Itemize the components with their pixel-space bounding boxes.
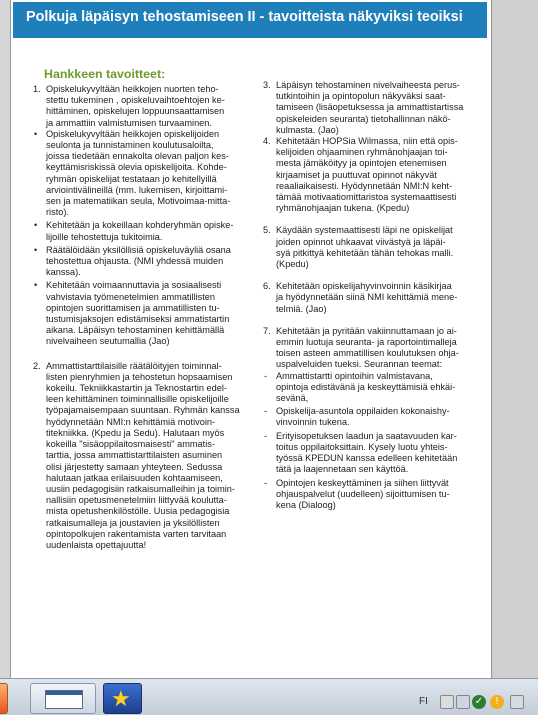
item-gap xyxy=(262,511,484,513)
list-marker: 2. xyxy=(33,360,41,371)
text-line: vahvistavia työmenetelmien ammatillisten xyxy=(46,291,216,302)
text-line: mista opetushenkilöstölle. Uusia pedagogisia xyxy=(46,506,230,517)
item-text xyxy=(46,280,250,347)
text-line: Kehitetään ja kokeillaan kohderyhmän opiske- xyxy=(46,220,234,231)
list-marker: 7. xyxy=(263,325,271,336)
text-line: Ammattistartti opintoihin valmistavana, xyxy=(276,370,433,381)
numbered-item xyxy=(32,84,250,129)
text-line: tustumisjaksojen edistämiseksi ammatistartin xyxy=(46,314,230,325)
text-line: Ammattistarttilaisille räätälöityjen toiminnal- xyxy=(46,360,222,371)
text-line: opintoja edistävänä ja keskeyttämisiä ehkäi- xyxy=(276,381,456,392)
keyboard-icon[interactable] xyxy=(440,695,454,709)
text-line: tätä ja laajennetaan sen käyttöä. xyxy=(276,464,409,475)
text-line: uudenlaista opettajuutta! xyxy=(46,539,147,550)
page-title: Polkuja läpäisyn tehostamiseen II - tavoitteista näkyviksi teoiksi xyxy=(13,2,487,38)
text-line: Kehitetään voimaannuttavia ja sosiaalisesti xyxy=(46,280,222,291)
text-line: risto). xyxy=(46,207,69,218)
text-line: nallisiin opetusmenetelmiin liittyvää koulutta- xyxy=(46,495,227,506)
numbered-item xyxy=(262,80,484,136)
numbered-item xyxy=(262,136,484,214)
right-column xyxy=(262,80,484,513)
text-line: tämää motivaatiomittaristoa systemaattisesti xyxy=(276,192,457,203)
text-line: hyödynnetään NMI:n kehittämiä motivoin- xyxy=(46,416,216,427)
text-line: seulonta ja tunnistaminen koulutusaloilta, xyxy=(46,140,214,151)
text-line: Opiskelukyvyltään heikkojen nuorten teho- xyxy=(46,84,219,94)
text-line: halutaan jatkaa erilaisuuden kohtaamiseen, xyxy=(46,472,223,483)
text-line: emmin luotuja seuranta- ja raportointimalleja xyxy=(276,337,457,348)
item-text xyxy=(46,245,250,279)
text-line: titekniikka. (Kpedu ja Sedu). Halutaan myös xyxy=(46,427,225,438)
item-text xyxy=(276,225,484,270)
list-marker: • xyxy=(34,128,38,139)
numbered-item xyxy=(262,326,484,371)
text-line: tutkintoihin ja opintopolun näkyväksi saat- xyxy=(276,91,446,102)
dash-item xyxy=(262,478,484,512)
text-line: (Kpedu) xyxy=(276,259,309,270)
text-line: uusiin pedagogisiin ratkaisumalleihin ja toimin- xyxy=(46,483,235,494)
left-column xyxy=(32,68,250,551)
desktop-margin-left xyxy=(0,0,10,678)
bullet-item xyxy=(32,245,250,279)
text-line: Kehitetään opiskelijahyvinvoinnin käsikirjaa xyxy=(276,281,452,292)
text-line: reaaliaikaisesti. Hyödynnetään NMI:N keht- xyxy=(276,180,453,191)
item-text xyxy=(276,80,484,136)
dash-item xyxy=(262,431,484,476)
item-text xyxy=(276,371,484,405)
text-line: Kehitetään HOPSia Wilmassa, niin että opis- xyxy=(276,136,458,147)
item-text xyxy=(46,84,250,129)
taskbar xyxy=(0,678,538,715)
bullet-item xyxy=(32,220,250,242)
text-line: hittäminen, opiskelujen loppuunsaattamisen xyxy=(46,106,225,117)
item-text xyxy=(276,478,484,512)
start-button-edge[interactable] xyxy=(0,683,8,714)
text-line: kulmasta. (Jao) xyxy=(276,124,339,135)
text-line: ratkaisumalleja ja joustavien ja yksilöllisten xyxy=(46,517,220,528)
list-marker: • xyxy=(34,280,38,291)
text-line: tarttia, jossa ammattistarttilaisten asuminen xyxy=(46,450,223,461)
text-line: ryhmänohjaajan tukena. (Kpedu) xyxy=(276,203,410,214)
text-line: kena (Dialoog) xyxy=(276,499,336,510)
item-text xyxy=(276,406,484,428)
text-line: toisen asteen ammatillisen koulutuksen ohja- xyxy=(276,348,459,359)
text-line: Räätälöidään yksilöllisiä opiskeluväyliä osana xyxy=(46,244,231,255)
text-line: työssä KPEDUN kanssa edelleen kehitetään xyxy=(276,453,458,464)
item-gap xyxy=(262,214,484,225)
text-line: Käydään systemaattisesti läpi ne opiskelijat xyxy=(276,225,453,236)
text-line: Opintojen keskeyttäminen ja siihen liittyvät xyxy=(276,477,449,488)
item-text xyxy=(46,129,250,219)
text-line: toitus oppilaitoksittain. Kysely luotu yhteis- xyxy=(276,441,448,452)
list-marker: - xyxy=(264,370,268,381)
update-icon[interactable]: ! xyxy=(490,695,504,709)
text-line: opintojen suorittamisen ja ammatillisten tu- xyxy=(46,302,220,313)
language-indicator[interactable]: FI xyxy=(419,696,428,707)
dash-item xyxy=(262,406,484,428)
text-line: listen pienryhmien ja tehostetun hopsaamisen xyxy=(46,371,233,382)
text-line: lijoille tehostettuja tukitoimia. xyxy=(46,231,163,242)
text-line: kokeilu. Tekniikkastartin ja Teknostartin edel- xyxy=(46,383,227,394)
text-line: ja ammattiin valmistumisen turvaaminen. xyxy=(46,117,212,128)
text-line: syä pitkittyä kehitetään tähän tehokas malli. xyxy=(276,247,454,258)
text-line: keyttämisriskissä olevia opiskelijoita. Kohde- xyxy=(46,162,227,173)
text-line: opiskeleiden seuranta) tietohallinnan näkö- xyxy=(276,113,451,124)
text-line: Opiskelija-asuntola oppilaiden kokonaishy- xyxy=(276,406,450,417)
text-line: stettu tukeminen , opiskeluvaihtoehtojen ke- xyxy=(46,95,225,106)
item-gap xyxy=(262,270,484,281)
word-document-icon[interactable] xyxy=(30,683,96,714)
monitor-icon[interactable] xyxy=(456,695,470,709)
item-text xyxy=(46,220,250,242)
list-marker: - xyxy=(264,406,268,417)
numbered-item xyxy=(32,361,250,551)
list-marker: 4. xyxy=(263,136,271,147)
list-marker: 3. xyxy=(263,80,271,90)
list-marker: 1. xyxy=(33,84,41,94)
section-heading: Hankkeen tavoitteet: xyxy=(44,67,166,81)
item-gap xyxy=(32,350,250,361)
text-line: työpajamaisempaan suuntaan. Ryhmän kanssa xyxy=(46,405,240,416)
text-line: kanssa). xyxy=(46,267,81,278)
bullet-item xyxy=(32,129,250,219)
text-line: ja hyödynnetään siinä NMI kehittämiä mene- xyxy=(276,292,458,303)
text-line: nivelvaiheen seutumallia (Jao) xyxy=(46,336,170,347)
text-line: sevänä, xyxy=(276,393,309,404)
item-text xyxy=(276,136,484,214)
text-line: vinvoinnin tukena. xyxy=(276,417,350,428)
security-shield-icon[interactable]: ✓ xyxy=(472,695,486,709)
network-icon[interactable] xyxy=(510,695,524,709)
text-line: tamiseen (lisäopetuksessa ja ammattistartissa xyxy=(276,102,464,113)
star-icon: ★ xyxy=(111,686,131,711)
text-line: Läpäisyn tehostaminen nivelvaiheesta perus- xyxy=(276,80,460,90)
list-marker: • xyxy=(34,220,38,231)
text-line: olisi järjestetty samaan yhteyteen. Sedussa xyxy=(46,461,223,472)
list-marker: 6. xyxy=(263,281,271,292)
text-line: sen ja matematiikan seula, Motivoimaa-mitta- xyxy=(46,196,231,207)
item-text xyxy=(276,326,484,371)
dash-item xyxy=(262,371,484,405)
text-line: ohjauspalvelut (uudelleen) sijoittumisen tu- xyxy=(276,488,450,499)
item-text xyxy=(46,361,250,551)
bullet-item xyxy=(32,280,250,347)
list-marker: - xyxy=(264,430,268,441)
goal-list-right xyxy=(262,80,484,513)
item-gap xyxy=(262,315,484,326)
text-line: Kehitetään ja pyritään vakiinnuttamaan jo ai- xyxy=(276,325,457,336)
document-window-icon xyxy=(45,690,83,709)
text-line: kokeilla "sisäoppilaitosmaisesti" ammatis- xyxy=(46,439,215,450)
text-line: ryhmän opiskelijat testataan jo kehitellyillä xyxy=(46,173,217,184)
text-line: arviointivälineillä (mm. lukemisen, kirjoittami- xyxy=(46,184,228,195)
text-line: mesta jämäköityy ja opintojen etenemisen xyxy=(276,158,447,169)
list-marker: 5. xyxy=(263,225,271,236)
text-line: aikana. Läpäisyn tehostaminen kehittämällä xyxy=(46,325,225,336)
text-line: telmiä. (Jao) xyxy=(276,303,327,314)
text-line: joissa tiedetään ennakolta olevan paljon kes- xyxy=(46,151,229,162)
numbered-item xyxy=(262,281,484,315)
goal-list-left xyxy=(32,84,250,551)
list-marker: • xyxy=(34,244,38,255)
text-line: opintopolkujen rakentamista varten tarvitaan xyxy=(46,528,227,539)
numbered-item xyxy=(262,225,484,270)
text-line: kirjaamiset ja puuttuvat opinnot näkyvät xyxy=(276,169,437,180)
text-line: joiden opinnot uhkaavat viivästyä ja läpäi- xyxy=(276,236,446,247)
item-text xyxy=(276,281,484,315)
list-marker: - xyxy=(264,477,268,488)
desktop-margin-right xyxy=(493,0,538,678)
item-text xyxy=(276,431,484,476)
text-line: uspalveluiden tueksi. Seurannan teemat: xyxy=(276,359,442,370)
text-line: Opiskelukyvyltään heikkojen opiskelijoiden xyxy=(46,128,220,139)
star-app-icon[interactable] xyxy=(103,683,142,714)
text-line: tehostettua ohjausta. (NMI yhdessä muiden xyxy=(46,256,224,267)
text-line: leen kehittäminen toiminnallisille opiskelijoille xyxy=(46,394,229,405)
text-line: Erityisopetuksen laadun ja saatavuuden kar- xyxy=(276,430,457,441)
text-line: kelijoiden ohjaaminen ryhmänohjaajan toi- xyxy=(276,147,448,158)
